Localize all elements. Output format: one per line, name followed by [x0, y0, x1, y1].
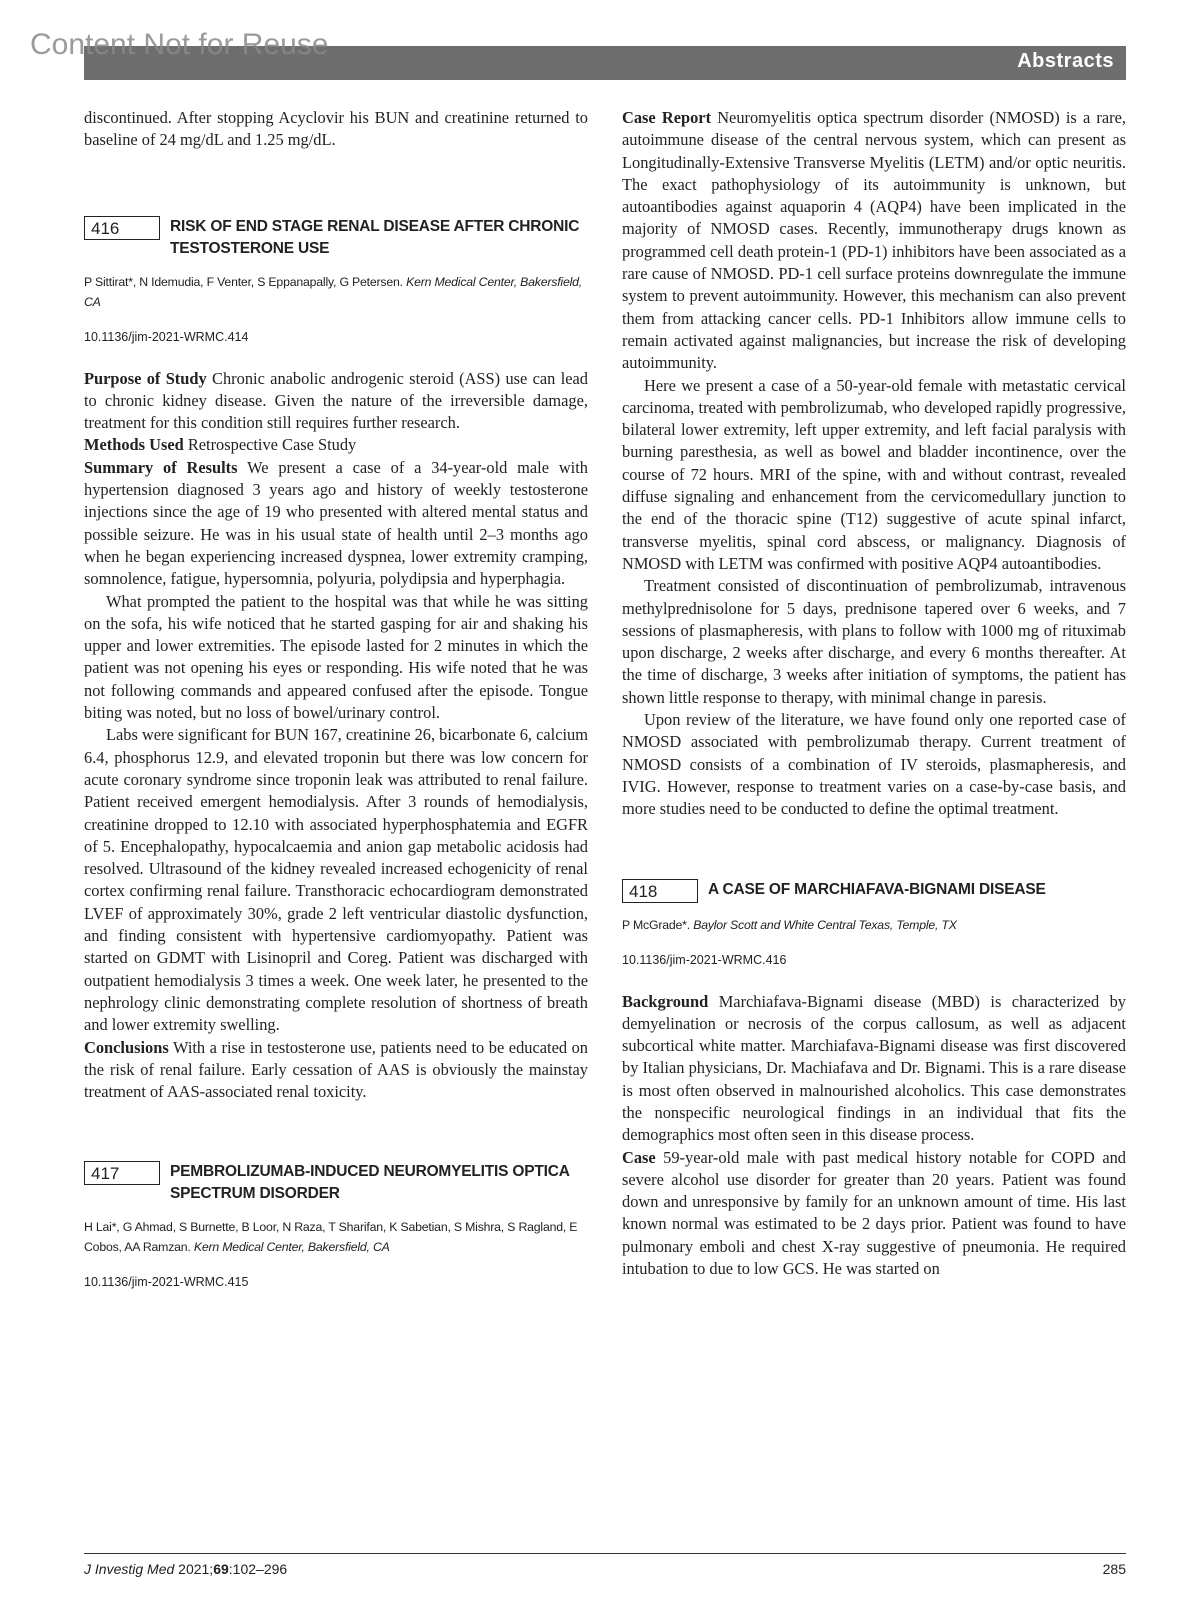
section-text: Chronic anabolic androgenic steroid (ASS) use can lead to chronic kidney disease. Given the nature of the irreversible damage, treatment for this condition still requires further research.	[84, 368, 589, 433]
author-line	[84, 272, 588, 312]
affiliation: Kern Medical Center, Bakersfield, CA	[193, 1240, 390, 1255]
journal-citation	[84, 1561, 287, 1577]
body-paragraph: Treatment consisted of discontinuation of pembrolizumab, intravenous methylprednisolone for 5 days, prednisone tapered over 6 weeks, and 7 sessions of plasmapheresis, with plans to follow with 1000 mg of rituximab upon discharge, 2 weeks after discharge, and every 6 months thereafter. At the time of discharge, 3 weeks after initiation of symptoms, the patient has shown little response to therapy, with minimal change in paresis.	[622, 576, 1126, 707]
abstract-number-box: 416	[84, 216, 160, 240]
journal-pages: :102–296	[228, 1561, 288, 1577]
methods-paragraph	[84, 434, 588, 456]
section-text: We present a case of a 34-year-old male with hypertension diagnosed 3 years ago and history of weekly testosterone injections since the age of 19 who presented with altered mental status and possible seizure. He was in his usual state of health until 2–3 months ago when he began experiencing increased dyspnea, lower extremity cramping, somnolence, fatigue, hypersomnia, polyuria, polydipsia and hyperphagia.	[84, 457, 588, 589]
section-text: With a rise in testosterone use, patients need to be educated on the risk of renal failure. Early cessation of AAS is obviously the mainstay treatment of AAS-associated renal toxicity.	[84, 1037, 588, 1102]
journal-volume: 69	[213, 1561, 229, 1577]
section-label: Purpose of Study	[84, 368, 207, 388]
authors: P McGrade*.	[622, 917, 690, 932]
section-label: Background	[622, 991, 709, 1011]
section-text: Neuromyelitis optica spectrum disorder (NMOSD) is a rare, autoimmune disease of the central nervous system, which can present as Longitudinally-Extensive Transverse Myelitis (LETM) and/or optic neuritis. The exact pathophysiology of its autoimmunity is unknown, but autoantibodies against aquaporin 4 (AQP4) have been implicated in the majority of NMOSD cases. Recently, immunotherapy drugs known as programmed cell death protein-1 (PD-1) inhibitors have been associated as a rare cause of NMOSD. PD-1 cell surface proteins downregulate the immune system to prevent autoimmunity. However, this mechanism can also prevent them from attacking cancer cells. PD-1 Inhibitors allow immune cells to remain activated against malignancies, but increase the risk of developing autoimmunity.	[622, 108, 1126, 373]
results-paragraph	[84, 457, 588, 591]
authors: P Sittirat*, N Idemudia, F Venter, S Eppanapally, G Petersen.	[84, 274, 403, 289]
abstract-title: RISK OF END STAGE RENAL DISEASE AFTER CHRONIC TESTOSTERONE USE	[170, 217, 580, 257]
affiliation: Baylor Scott and White Central Texas, Temple, TX	[693, 917, 957, 932]
footer-divider	[84, 1553, 1126, 1554]
section-label: Methods Used	[84, 435, 184, 455]
affiliation: Kern Medical Center, Bakersfield, CA	[84, 274, 582, 309]
section-label: Conclusions	[84, 1037, 169, 1057]
abstract-title: PEMBROLIZUMAB-INDUCED NEUROMYELITIS OPTICA SPECTRUM DISORDER	[170, 1163, 570, 1203]
body-paragraph: Upon review of the literature, we have found only one reported case of NMOSD associated with pembrolizumab therapy. Current treatment of NMOSD consists of a combination of IV steroids, plasmapheresis, and IVIG. However, response to treatment varies on a case-by-case basis, and more studies need to be conducted to define the optimal treatment.	[622, 710, 1126, 819]
abstract-number-box: 418	[622, 879, 698, 903]
background-paragraph	[622, 991, 1126, 1147]
continuation-text: discontinued. After stopping Acyclovir his BUN and creatinine returned to baseline of 24 mg/dL and 1.25 mg/dL.	[84, 108, 588, 150]
section-label: Case Report	[622, 108, 712, 127]
body-paragraph: Here we present a case of a 50-year-old female with metastatic cervical carcinoma, treated with pembrolizumab, who developed rapidly progressive, bilateral lower extremity, left upper extremity, and left facial paralysis with burning paresthesia, as well as bowel and bladder incontinence, over the course of 72 hours. MRI of the spine, with and without contrast, revealed diffuse signaling and enhancement from the cervicomedullary junction to the end of the thoracic spine (T12) suggestive of acute spinal infarct, transverse myelitis, spinal cord abscess, or malignancy. Diagnosis of NMOSD with LETM was confirmed with positive AQP4 autoantibodies.	[622, 375, 1126, 573]
abstract-417-heading	[84, 1161, 588, 1205]
left-column	[84, 107, 588, 1313]
journal-name: J Investig Med	[84, 1561, 175, 1577]
doi: 10.1136/jim-2021-WRMC.415	[84, 1275, 249, 1290]
section-label: Summary of Results	[84, 457, 238, 477]
abstract-number-box: 417	[84, 1161, 160, 1185]
right-column	[622, 107, 1126, 1280]
body-paragraph: Labs were significant for BUN 167, creatinine 26, bicarbonate 6, calcium 6.4, phosphorus 12.9, and elevated troponin but there was low concern for acute coronary syndrome since troponin leak was attributed to renal failure. Patient received emergent hemodialysis. After 3 rounds of hemodialysis, creatinine dropped to 12.10 with associated hyperphosphatemia and EGFR of 5. Encephalopathy, hypocalcaemia and anion gap metabolic acidosis had resolved. Ultrasound of the kidney revealed increased echogenicity of renal cortex confirming renal failure. Transthoracic echocardiogram demonstrated LVEF of approximately 30%, grade 2 left ventricular diastolic dysfunction, and finding consistent with hypertensive cardiomyopathy. Patient was started on GDMT with Lisinopril and Coreg. Patient was discharged with outpatient hemodialysis 3 times a week. One week later, he presented to the nephrology clinic demonstrating complete resolution of shortness of breath and lower extremity swelling.	[84, 725, 588, 1035]
abstract-title: A CASE OF MARCHIAFAVA-BIGNAMI DISEASE	[708, 880, 1046, 898]
author-line	[622, 915, 1126, 935]
section-text: Retrospective Case Study	[187, 435, 357, 455]
section-text: 59-year-old male with past medical history notable for COPD and severe alcohol use disorder for greater than 20 years. Patient was found down and unresponsive by family for an unknown amount of time. His last known normal was estimated to be 2 days prior. Patient was found to have pulmonary emboli and chest X-ray suggestive of pneumonia. He required intubation to due to low GCS. He was started on	[622, 1147, 1126, 1279]
watermark: Content Not for Reuse	[30, 28, 329, 61]
case-report-paragraph	[622, 107, 1126, 375]
case-paragraph	[622, 1147, 1126, 1281]
author-line	[84, 1217, 588, 1257]
journal-year: 2021;	[178, 1561, 214, 1577]
body-paragraph: What prompted the patient to the hospital was that while he was sitting on the sofa, his wife noticed that he started gasping for air and shaking his upper and lower extremities. The episode lasted for 2 minutes in which the patient was not opening his eyes or responding. His wife noted that he was not following commands and appeared confused after the episode. Tongue biting was noted, but no loss of bowel/urinary control.	[84, 591, 588, 723]
doi: 10.1136/jim-2021-WRMC.416	[622, 952, 787, 967]
purpose-paragraph	[84, 368, 588, 435]
section-text: Marchiafava-Bignami disease (MBD) is characterized by demyelination or necrosis of the corpus callosum, as well as adjacent subcortical white matter. Marchiafava-Bignami disease was first discovered by Italian physicians, Dr. Machiafava and Dr. Bignami. This is a rare disease is most often observed in malnourished alcoholics. This case demonstrates the nonspecific neurological findings in an individual that fits the demographics most often seen in this disease process.	[622, 991, 1126, 1145]
doi: 10.1136/jim-2021-WRMC.414	[84, 329, 249, 344]
abstract-416-heading	[84, 216, 588, 260]
page-number: 285	[1102, 1561, 1126, 1577]
abstract-418-heading	[622, 879, 1126, 903]
authors: H Lai*, G Ahmad, S Burnette, B Loor, N Raza, T Sharifan, K Sabetian, S Mishra, S Ragland, E Cobos, AA Ramzan.	[84, 1220, 578, 1255]
section-title: Abstracts	[1017, 50, 1114, 72]
section-label: Case	[622, 1147, 656, 1167]
conclusions-paragraph	[84, 1037, 588, 1104]
